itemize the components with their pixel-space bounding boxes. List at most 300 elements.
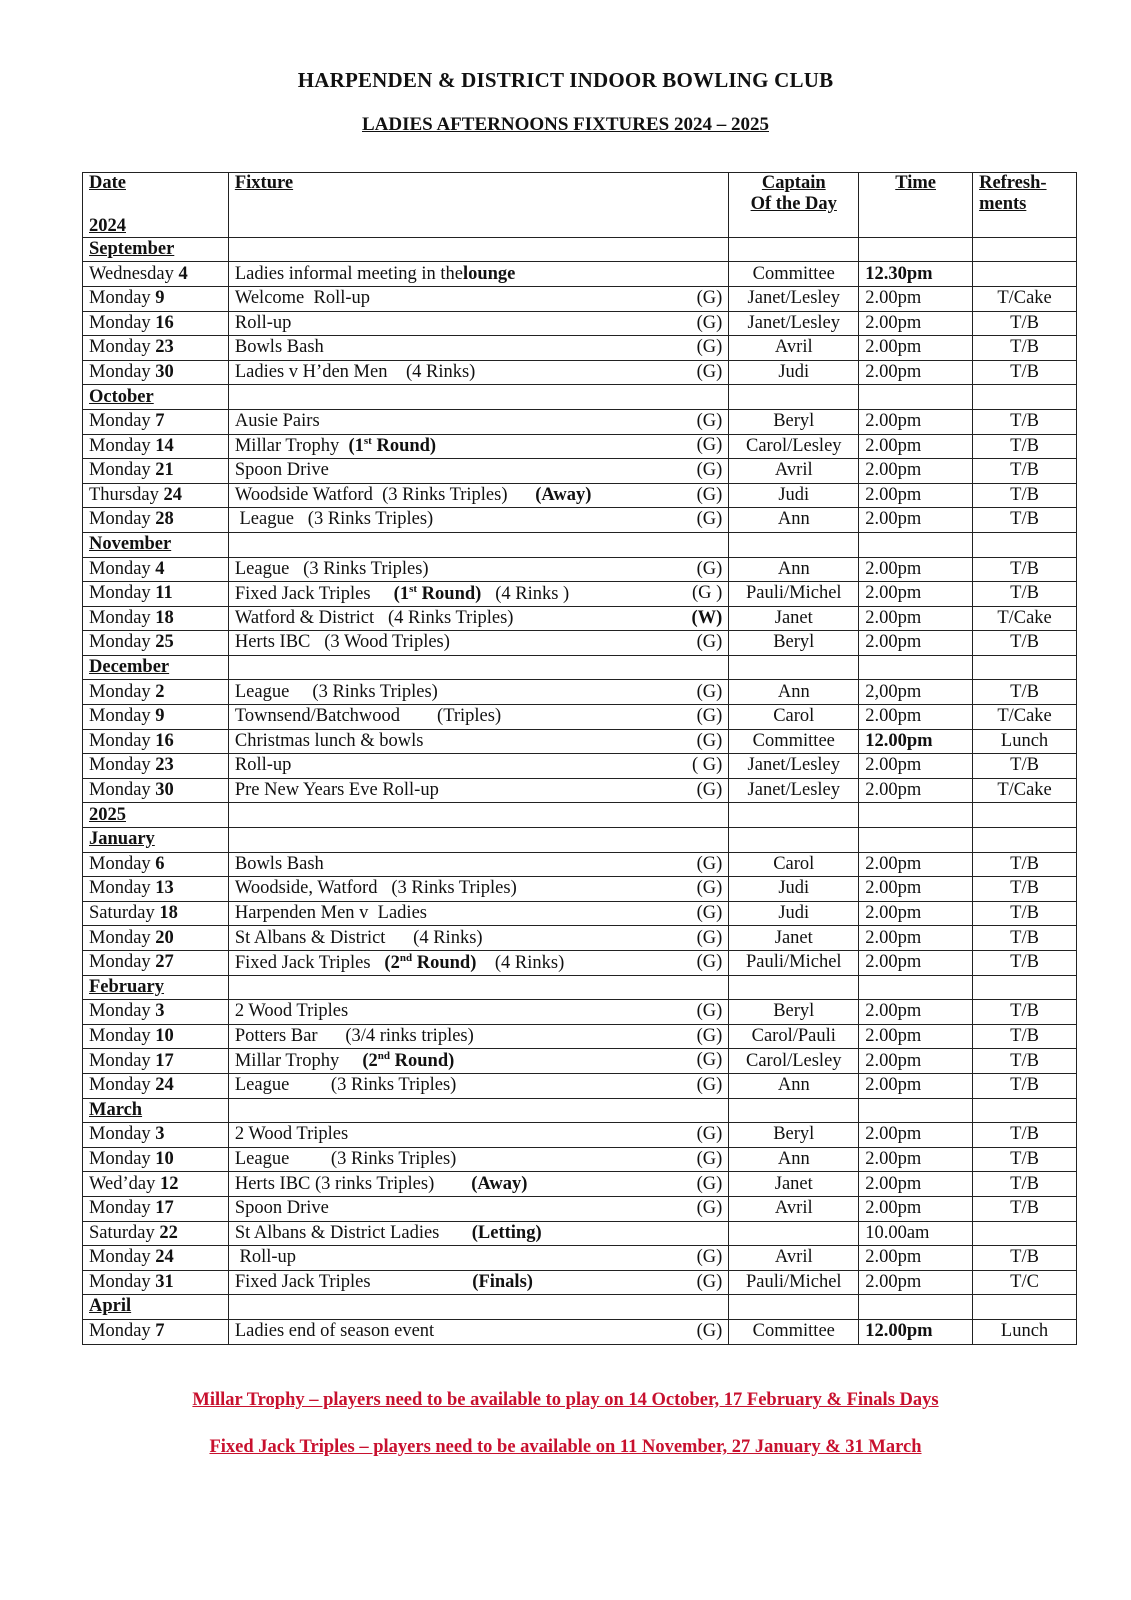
empty-cell — [973, 385, 1077, 410]
captain-name: Ann — [777, 1148, 810, 1169]
day-number: 7 — [155, 411, 165, 432]
fixture-cell — [228, 336, 728, 361]
table-row — [83, 631, 1077, 656]
fixture-name: League (3 Rinks Triples) — [234, 558, 429, 579]
table-row — [83, 1123, 1077, 1148]
venue-code: (G) — [696, 509, 723, 530]
fixture-name: Ladies informal meeting in the — [234, 263, 463, 284]
time-cell — [859, 557, 973, 582]
date-cell — [83, 1172, 229, 1197]
month-label-text: April — [89, 1296, 132, 1317]
date-cell — [83, 1123, 229, 1148]
refreshments-cell — [973, 754, 1077, 779]
captain-name: Janet — [774, 607, 813, 628]
refreshments-value: T/B — [1010, 509, 1039, 530]
start-time: 2.00pm — [865, 1050, 922, 1071]
start-time: 2.00pm — [865, 706, 922, 727]
date-cell — [83, 360, 229, 385]
day-name: Saturday — [89, 1222, 155, 1243]
start-time: 2.00pm — [865, 878, 922, 899]
date-cell — [83, 1024, 229, 1049]
date-cell — [83, 557, 229, 582]
day-name: Monday — [89, 853, 151, 874]
fixture-cell — [228, 1319, 728, 1344]
captain-cell — [729, 1196, 859, 1221]
captain-name: Ann — [777, 681, 810, 702]
captain-name: Carol/Lesley — [745, 435, 842, 456]
month-label-text: December — [89, 657, 170, 678]
captain-cell — [729, 1049, 859, 1074]
date-cell — [83, 409, 229, 434]
captain-name: Committee — [752, 1321, 835, 1342]
table-row — [83, 852, 1077, 877]
time-cell — [859, 1270, 973, 1295]
day-name: Monday — [89, 706, 151, 727]
refreshments-cell — [973, 262, 1077, 287]
captain-name: Avril — [774, 337, 813, 358]
captain-cell — [729, 582, 859, 607]
time-cell — [859, 286, 973, 311]
day-number: 14 — [155, 435, 174, 456]
month-label — [83, 1098, 229, 1123]
fixture-cell — [228, 1147, 728, 1172]
table-row — [83, 754, 1077, 779]
time-cell — [859, 1319, 973, 1344]
captain-cell — [729, 1024, 859, 1049]
month-row — [83, 655, 1077, 680]
month-row — [83, 975, 1077, 1000]
day-number: 4 — [155, 558, 165, 579]
date-cell — [83, 1319, 229, 1344]
start-time: 2.00pm — [865, 1247, 922, 1268]
fixture-name: Christmas lunch & bowls — [234, 730, 424, 751]
time-cell — [859, 926, 973, 951]
day-name: Monday — [89, 878, 151, 899]
day-name: Monday — [89, 361, 151, 382]
captain-cell — [729, 705, 859, 730]
captain-cell — [729, 1123, 859, 1148]
venue-code: (G) — [696, 951, 723, 972]
venue-code: (G) — [696, 361, 723, 382]
start-time: 12.00pm — [865, 1321, 933, 1342]
start-time: 2.00pm — [865, 1001, 922, 1022]
month-row — [83, 803, 1077, 828]
day-name: Monday — [89, 509, 151, 530]
captain-name: Janet/Lesley — [747, 288, 840, 309]
day-number: 25 — [155, 632, 174, 653]
captain-cell — [729, 680, 859, 705]
day-number: 30 — [155, 780, 174, 801]
day-name: Monday — [89, 460, 151, 481]
refreshments-value: T/B — [1010, 435, 1039, 456]
fixture-cell — [228, 754, 728, 779]
empty-cell — [973, 975, 1077, 1000]
time-header: Time — [859, 173, 973, 238]
fixture-cell — [228, 680, 728, 705]
refreshments-cell — [973, 1049, 1077, 1074]
refreshments-value: T/B — [1010, 902, 1039, 923]
fixture-detail: (4 Rinks ) — [481, 583, 570, 604]
date-cell — [83, 951, 229, 976]
fixture-name: Watford & District (4 Rinks Triples) — [234, 607, 514, 628]
day-number: 2 — [155, 681, 165, 702]
time-cell — [859, 409, 973, 434]
year-2024-label: 2024 — [89, 215, 126, 236]
captain-cell — [729, 409, 859, 434]
empty-cell — [859, 1098, 973, 1123]
captain-name: Janet/Lesley — [747, 312, 840, 333]
table-row — [83, 778, 1077, 803]
captain-name: Committee — [752, 730, 835, 751]
fixture-cell — [228, 1246, 728, 1271]
start-time: 12.30pm — [865, 263, 933, 284]
captain-cell — [729, 434, 859, 459]
captain-name: Pauli/Michel — [745, 952, 842, 973]
venue-code: (G) — [696, 337, 723, 358]
empty-cell — [228, 828, 728, 853]
date-cell — [83, 705, 229, 730]
captain-cell — [729, 360, 859, 385]
refreshments-value: T/B — [1010, 1001, 1039, 1022]
fixture-name: Woodside, Watford (3 Rinks Triples) — [234, 878, 517, 899]
day-name: Monday — [89, 1247, 156, 1268]
captain-name: Carol — [773, 853, 815, 874]
empty-cell — [729, 237, 859, 262]
date-cell — [83, 1049, 229, 1074]
captain-cell — [729, 262, 859, 287]
refreshments-value: Lunch — [1000, 1321, 1049, 1342]
day-number: 22 — [159, 1222, 178, 1243]
refreshments-value: T/B — [1010, 1025, 1039, 1046]
start-time: 10.00am — [865, 1222, 930, 1243]
venue-code: (G) — [696, 1321, 723, 1342]
venue-code: (G) — [696, 1271, 723, 1292]
fixture-cell — [228, 926, 728, 951]
day-name: Monday — [89, 730, 151, 751]
captain-name: Judi — [778, 361, 810, 382]
captain-cell — [729, 901, 859, 926]
venue-code: (G) — [696, 681, 723, 702]
refreshments-cell — [973, 434, 1077, 459]
empty-cell — [228, 975, 728, 1000]
captain-cell — [729, 1000, 859, 1025]
fixed-jack-note: Fixed Jack Triples – players need to be available on 11 November, 27 January & 31 March — [209, 1437, 922, 1457]
day-number: 18 — [159, 902, 178, 923]
start-time: 2.00pm — [865, 927, 922, 948]
table-row — [83, 483, 1077, 508]
empty-cell — [973, 532, 1077, 557]
table-row — [83, 286, 1077, 311]
captain-name: Committee — [752, 263, 835, 284]
month-label — [83, 1295, 229, 1320]
fixture-cell — [228, 852, 728, 877]
empty-cell — [228, 1098, 728, 1123]
day-number: 20 — [155, 927, 174, 948]
month-label — [83, 655, 229, 680]
venue-code: (G) — [696, 632, 723, 653]
captain-name: Ann — [777, 1075, 810, 1096]
captain-name: Avril — [774, 460, 813, 481]
fixture-detail: (4 Rinks) — [476, 952, 565, 973]
month-row — [83, 385, 1077, 410]
captain-cell — [729, 926, 859, 951]
refreshments-cell — [973, 1000, 1077, 1025]
fixture-name: League (3 Rinks Triples) — [234, 681, 438, 702]
empty-cell — [729, 385, 859, 410]
refreshments-cell — [973, 582, 1077, 607]
time-cell — [859, 1024, 973, 1049]
day-number: 24 — [163, 484, 182, 505]
captain-name: Janet — [774, 1173, 813, 1194]
fixture-cell — [228, 1196, 728, 1221]
date-cell — [83, 877, 229, 902]
day-number: 12 — [159, 1173, 179, 1194]
refreshments-cell — [973, 705, 1077, 730]
captain-cell — [729, 877, 859, 902]
table-row — [83, 705, 1077, 730]
day-name: Wednesday — [89, 263, 174, 284]
fixture-emphasis: (1st Round) — [393, 582, 482, 604]
empty-cell — [729, 1098, 859, 1123]
date-cell — [83, 508, 229, 533]
fixture-cell — [228, 606, 728, 631]
table-row — [83, 680, 1077, 705]
day-name: Monday — [89, 927, 151, 948]
start-time: 2.00pm — [865, 583, 922, 604]
captain-cell — [729, 1270, 859, 1295]
captain-cell — [729, 1246, 859, 1271]
start-time: 2.00pm — [865, 361, 922, 382]
date-cell — [83, 434, 229, 459]
refreshments-cell — [973, 680, 1077, 705]
start-time: 2.00pm — [865, 288, 922, 309]
refreshments-cell — [973, 409, 1077, 434]
fixture-name: Herts IBC (3 Wood Triples) — [234, 632, 450, 653]
empty-cell — [729, 655, 859, 680]
fixture-cell — [228, 1221, 728, 1246]
fixture-cell — [228, 311, 728, 336]
date-cell — [83, 1196, 229, 1221]
time-cell — [859, 778, 973, 803]
date-cell — [83, 852, 229, 877]
fixture-cell — [228, 729, 728, 754]
start-time: 2.00pm — [865, 337, 922, 358]
fixture-cell — [228, 409, 728, 434]
date-cell — [83, 631, 229, 656]
time-cell — [859, 729, 973, 754]
table-row — [83, 1221, 1077, 1246]
fixture-name: 2 Wood Triples — [234, 1124, 349, 1145]
captain-name: Carol/Lesley — [745, 1050, 842, 1071]
empty-cell — [729, 1295, 859, 1320]
time-cell — [859, 1000, 973, 1025]
day-name: Monday — [89, 583, 151, 604]
table-row — [83, 409, 1077, 434]
date-cell — [83, 606, 229, 631]
time-cell — [859, 459, 973, 484]
captain-name: Janet/Lesley — [747, 780, 840, 801]
refreshments-cell — [973, 1319, 1077, 1344]
refreshments-cell — [973, 852, 1077, 877]
table-row — [83, 729, 1077, 754]
fixture-name: Pre New Years Eve Roll-up — [234, 780, 439, 801]
day-number: 13 — [155, 878, 174, 899]
empty-cell — [973, 1098, 1077, 1123]
table-row — [83, 360, 1077, 385]
time-cell — [859, 1049, 973, 1074]
time-cell — [859, 606, 973, 631]
empty-cell — [228, 237, 728, 262]
captain-cell — [729, 1319, 859, 1344]
venue-code: (G) — [696, 312, 723, 333]
venue-code: (G) — [696, 1075, 723, 1096]
refreshments-value: T/B — [1010, 337, 1039, 358]
table-row — [83, 557, 1077, 582]
fixture-name: Millar Trophy — [234, 1051, 363, 1072]
start-time: 2.00pm — [865, 1075, 922, 1096]
month-row — [83, 828, 1077, 853]
captain-name: Ann — [777, 509, 810, 530]
day-name: Monday — [89, 1001, 151, 1022]
start-time: 2.00pm — [865, 755, 922, 776]
date-cell — [83, 336, 229, 361]
empty-cell — [729, 975, 859, 1000]
date-cell — [83, 680, 229, 705]
fixture-cell — [228, 459, 728, 484]
table-row — [83, 1172, 1077, 1197]
refreshments-value: T/B — [1010, 361, 1039, 382]
refreshments-value: T/Cake — [997, 780, 1052, 801]
captain-cell — [729, 557, 859, 582]
venue-code: ( G) — [692, 755, 723, 776]
day-number: 3 — [155, 1124, 165, 1145]
venue-code: (G) — [696, 730, 723, 751]
table-row — [83, 877, 1077, 902]
time-cell — [859, 852, 973, 877]
refreshments-value: T/B — [1010, 460, 1039, 481]
start-time: 2.00pm — [865, 484, 922, 505]
refreshments-value: T/B — [1010, 484, 1039, 505]
refreshments-value: T/B — [1010, 1124, 1039, 1145]
start-time: 2.00pm — [865, 411, 922, 432]
table-row — [83, 901, 1077, 926]
fixture-cell — [228, 705, 728, 730]
month-label-text: September — [89, 238, 175, 259]
empty-cell — [859, 803, 973, 828]
fixture-emphasis: (Away) — [471, 1173, 528, 1194]
date-cell — [83, 311, 229, 336]
fixture-name: St Albans & District (4 Rinks) — [234, 927, 483, 948]
month-label — [83, 828, 229, 853]
day-number: 10 — [155, 1025, 174, 1046]
captain-cell — [729, 729, 859, 754]
captain-cell — [729, 1073, 859, 1098]
table-row — [83, 951, 1077, 976]
time-cell — [859, 262, 973, 287]
fixture-cell — [228, 631, 728, 656]
empty-cell — [228, 655, 728, 680]
day-name: Monday — [89, 1075, 151, 1096]
captain-name: Pauli/Michel — [745, 1271, 842, 1292]
date-cell — [83, 1000, 229, 1025]
month-row — [83, 1098, 1077, 1123]
day-number: 16 — [155, 312, 174, 333]
day-number: 10 — [155, 1148, 174, 1169]
table-row — [83, 311, 1077, 336]
captain-name: Judi — [778, 878, 810, 899]
fixture-name: Bowls Bash — [234, 337, 324, 358]
refreshments-value: T/Cake — [997, 607, 1052, 628]
time-cell — [859, 582, 973, 607]
refreshments-cell — [973, 1246, 1077, 1271]
fixture-cell — [228, 1172, 728, 1197]
day-name: Saturday — [89, 902, 155, 923]
fixture-emphasis: (Finals) — [472, 1271, 533, 1292]
fixture-name: Ladies end of season event — [234, 1321, 435, 1342]
fixture-emphasis: lounge — [462, 263, 516, 284]
venue-code: (G) — [696, 1198, 723, 1219]
fixture-cell — [228, 1123, 728, 1148]
time-cell — [859, 951, 973, 976]
fixture-name: Townsend/Batchwood (Triples) — [234, 706, 502, 727]
refreshments-value: T/B — [1010, 411, 1039, 432]
fixture-name: Millar Trophy — [234, 436, 349, 457]
month-label-text: February — [89, 976, 165, 997]
venue-code: (G) — [696, 878, 723, 899]
captain-cell — [729, 606, 859, 631]
refreshments-cell — [973, 286, 1077, 311]
refreshments-cell — [973, 901, 1077, 926]
refreshments-value: T/B — [1010, 583, 1039, 604]
fixture-cell — [228, 508, 728, 533]
venue-code: (G) — [696, 411, 723, 432]
day-number: 9 — [155, 288, 165, 309]
day-number: 3 — [155, 1001, 165, 1022]
refreshments-value: T/B — [1010, 558, 1039, 579]
refreshments-cell — [973, 459, 1077, 484]
captain-cell — [729, 778, 859, 803]
venue-code: (G) — [696, 1049, 723, 1070]
time-cell — [859, 434, 973, 459]
captain-cell — [729, 483, 859, 508]
day-name: Monday — [89, 1271, 151, 1292]
date-cell — [83, 483, 229, 508]
time-cell — [859, 360, 973, 385]
table-row — [83, 336, 1077, 361]
fixture-cell — [228, 262, 728, 287]
month-label — [83, 803, 229, 828]
captain-name: Janet/Lesley — [747, 755, 840, 776]
table-row — [83, 606, 1077, 631]
time-cell — [859, 705, 973, 730]
refreshments-value: T/B — [1010, 952, 1039, 973]
date-header: Date 2024 — [83, 173, 229, 238]
fixture-name: Woodside Watford (3 Rinks Triples) — [234, 484, 536, 505]
day-number: 6 — [155, 853, 165, 874]
fixture-cell — [228, 778, 728, 803]
day-name: Thursday — [89, 484, 159, 505]
month-label-text: March — [89, 1099, 143, 1120]
empty-cell — [973, 803, 1077, 828]
time-cell — [859, 1073, 973, 1098]
fixture-name: Fixed Jack Triples — [234, 583, 394, 604]
fixture-cell — [228, 286, 728, 311]
table-row — [83, 1147, 1077, 1172]
time-cell — [859, 483, 973, 508]
table-row — [83, 1049, 1077, 1074]
refreshments-value: T/B — [1010, 1247, 1039, 1268]
month-label — [83, 975, 229, 1000]
